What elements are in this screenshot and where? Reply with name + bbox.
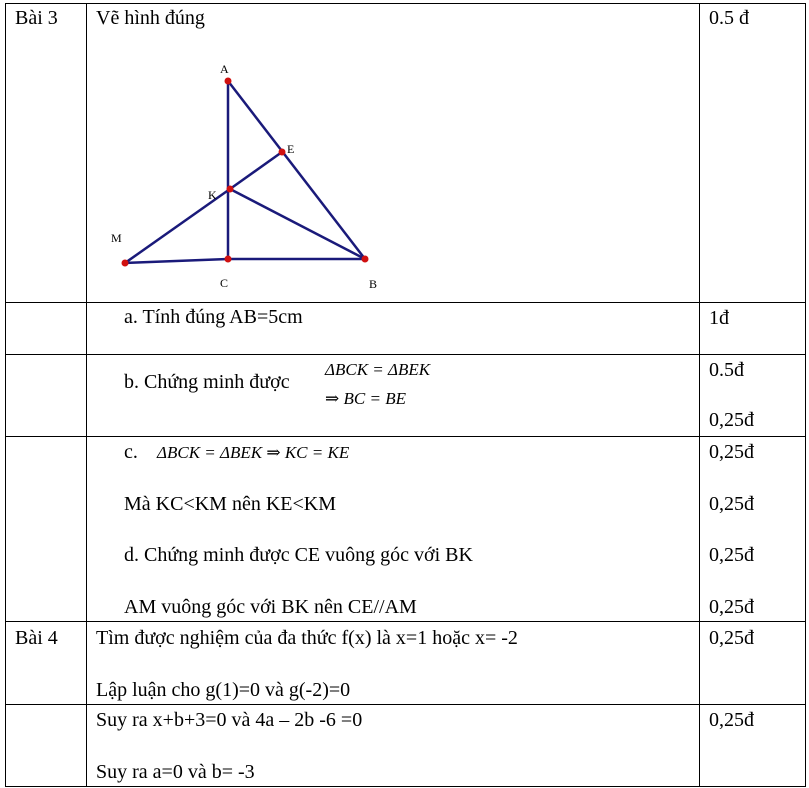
score-last: 0,25đ: [709, 709, 754, 731]
math-c: ΔBCK = ΔBEK ⇒ KC = KE: [157, 443, 350, 462]
score-b2: 0,25đ: [709, 409, 754, 431]
score-b1: 0.5đ: [709, 359, 744, 381]
row-divider: [5, 621, 806, 622]
score-c2: 0,25đ: [709, 493, 754, 515]
content-bai4-line2: Lập luận cho g(1)=0 và g(-2)=0: [96, 679, 351, 701]
math-b2: ⇒ BC = BE: [325, 389, 406, 408]
content-c-prefix: c.: [124, 441, 138, 463]
score-d2: 0,25đ: [709, 596, 754, 618]
segment-mc: [125, 259, 228, 263]
content-d: d. Chứng minh được CE vuông góc với BK: [124, 544, 473, 566]
row-label-bai4: Bài 4: [15, 627, 58, 649]
score-bai4: 0,25đ: [709, 627, 754, 649]
label-b: B: [369, 277, 378, 291]
row-label-bai3: Bài 3: [15, 7, 58, 29]
table-border-right: [805, 3, 806, 787]
row-divider: [5, 354, 806, 355]
point-c: [225, 256, 232, 263]
table-border-top: [5, 3, 806, 4]
score-a: 1đ: [709, 307, 729, 329]
math-b1: ΔBCK = ΔBEK: [325, 360, 431, 379]
segment-ke: [230, 152, 282, 189]
label-a: A: [220, 62, 229, 76]
point-a: [225, 78, 232, 85]
triangle-figure: [110, 60, 390, 300]
label-e: E: [287, 142, 295, 156]
point-e: [279, 149, 286, 156]
segment-ab: [228, 81, 365, 259]
row-divider: [5, 704, 806, 705]
label-c: C: [220, 276, 229, 290]
content-c-line2: Mà KC<KM nên KE<KM: [124, 493, 336, 515]
column-divider: [699, 3, 700, 787]
score-c1: 0,25đ: [709, 441, 754, 463]
score-bai3: 0.5 đ: [709, 7, 749, 29]
point-k: [227, 186, 234, 193]
point-b: [362, 256, 369, 263]
content-bai4-line1: Tìm được nghiệm của đa thức f(x) là x=1 hoặc x= -2: [96, 627, 518, 649]
table-border-left: [5, 3, 6, 787]
label-k: K: [208, 188, 217, 202]
row-divider: [5, 436, 806, 437]
content-last-line1: Suy ra x+b+3=0 và 4a – 2b -6 =0: [96, 709, 363, 731]
label-m: M: [111, 231, 122, 245]
figure-segments: [125, 81, 365, 263]
content-d-line2: AM vuông góc với BK nên CE//AM: [124, 596, 417, 618]
content-b: b. Chứng minh được: [124, 371, 290, 393]
column-divider: [86, 3, 87, 787]
table-border-bottom: [5, 786, 806, 787]
content-last-line2: Suy ra a=0 và b= -3: [96, 761, 255, 783]
content-ve-hinh: Vẽ hình đúng: [96, 7, 205, 29]
point-m: [122, 260, 129, 267]
score-d1: 0,25đ: [709, 544, 754, 566]
segment-kb: [230, 189, 365, 259]
content-a: a. Tính đúng AB=5cm: [124, 306, 303, 328]
row-divider: [5, 302, 806, 303]
